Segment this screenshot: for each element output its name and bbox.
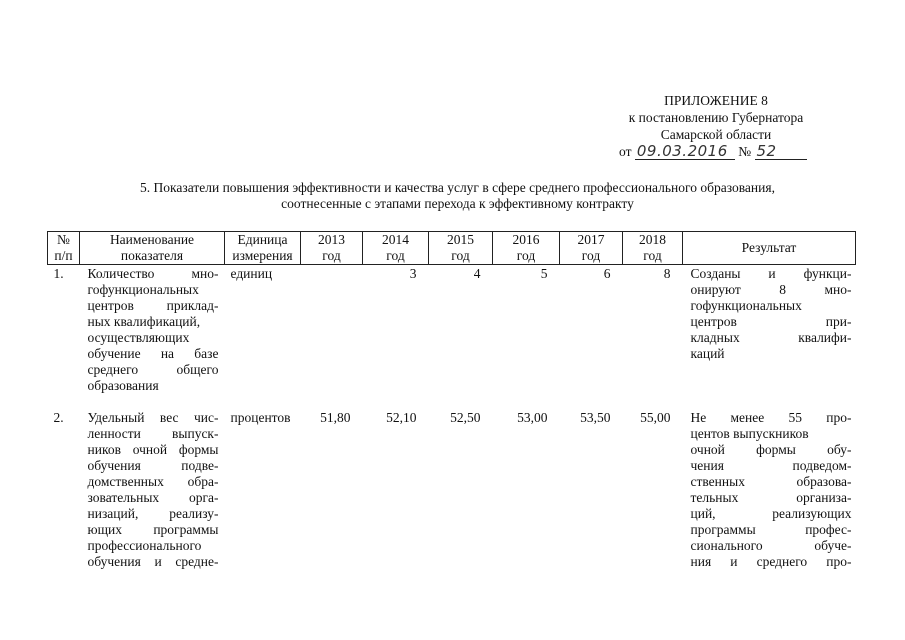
text-line: профессионального bbox=[87, 538, 202, 553]
result-cell bbox=[683, 404, 856, 572]
header-2017 bbox=[560, 232, 623, 265]
header-2015 bbox=[429, 232, 493, 265]
value-2016: 53,00 bbox=[517, 410, 548, 425]
text-line: программы профес- bbox=[690, 522, 852, 537]
header-unit bbox=[225, 232, 301, 265]
text-line: центов выпускников bbox=[690, 426, 809, 441]
section-title-line-1: 5. Показатели повышения эффективности и качества услуг в сфере среднего профессионального образования, bbox=[140, 180, 775, 195]
text-line: обучения и средне- bbox=[87, 554, 219, 569]
text-line: измерения bbox=[232, 248, 293, 263]
table-row bbox=[48, 404, 856, 572]
value-2018: 8 bbox=[663, 266, 671, 281]
text-line: кладных квалифи- bbox=[690, 330, 852, 345]
text-line: очной формы обу- bbox=[690, 442, 852, 457]
text-line: 2016 bbox=[512, 232, 540, 247]
section-title-line-2: соотнесенные с этапами перехода к эффективному контракту bbox=[281, 196, 634, 211]
text-line: Единица bbox=[237, 232, 288, 247]
indicator-name bbox=[80, 265, 225, 405]
number-label: № bbox=[738, 144, 752, 159]
text-line: год bbox=[322, 248, 341, 263]
header-2013 bbox=[301, 232, 363, 265]
text-line: показателя bbox=[120, 248, 184, 263]
text-line: Количество мно- bbox=[87, 266, 219, 281]
text-line: центров при- bbox=[690, 314, 852, 329]
unit-cell: процентов bbox=[230, 410, 291, 425]
unit-cell: единиц bbox=[230, 266, 273, 281]
text-line: низаций, реализу- bbox=[87, 506, 219, 521]
text-line: год bbox=[451, 248, 470, 263]
section-title bbox=[40, 180, 875, 212]
text-line: чения подведом- bbox=[690, 458, 852, 473]
text-line: № bbox=[57, 232, 70, 247]
indicators-table bbox=[47, 231, 856, 572]
text-line: Результат bbox=[741, 240, 797, 255]
row-number: 1. bbox=[53, 266, 64, 281]
value-2013: 51,80 bbox=[320, 410, 351, 425]
text-line: центров приклад- bbox=[87, 298, 219, 313]
value-2018: 55,00 bbox=[640, 410, 671, 425]
header-2014 bbox=[363, 232, 429, 265]
text-line: 2018 bbox=[639, 232, 666, 247]
text-line: ций, реализующих bbox=[690, 506, 852, 521]
value-2015: 52,50 bbox=[450, 410, 481, 425]
value-2016: 5 bbox=[540, 266, 548, 281]
appendix-decree-line: к постановлению Губернатора bbox=[628, 110, 804, 125]
indicator-name bbox=[80, 404, 225, 572]
handwritten-date: 09.03.2016 bbox=[635, 143, 735, 160]
value-2017: 53,50 bbox=[580, 410, 611, 425]
text-line: зовательных орга- bbox=[87, 490, 219, 505]
row-number: 2. bbox=[53, 410, 64, 425]
text-line: 2014 bbox=[382, 232, 409, 247]
header-num bbox=[48, 232, 80, 265]
value-2013 bbox=[301, 265, 363, 405]
text-line: среднего общего bbox=[87, 362, 219, 377]
text-line: обучение на базе bbox=[87, 346, 219, 361]
text-line: осуществляющих bbox=[87, 330, 190, 345]
text-line: 2017 bbox=[577, 232, 605, 247]
text-line: год bbox=[643, 248, 662, 263]
text-line: обучения подве- bbox=[87, 458, 219, 473]
decree-date-number bbox=[619, 143, 807, 160]
header-2018 bbox=[623, 232, 683, 265]
appendix-title: ПРИЛОЖЕНИЕ 8 bbox=[664, 93, 768, 108]
value-2014: 52,10 bbox=[386, 410, 417, 425]
header-indicator-name bbox=[80, 232, 225, 265]
appendix-region-line: Самарской области bbox=[660, 127, 772, 142]
text-line: 2015 bbox=[447, 232, 474, 247]
text-line: образования bbox=[87, 378, 159, 393]
text-line: ленности выпуск- bbox=[87, 426, 219, 441]
text-line: п/п bbox=[54, 248, 73, 263]
text-line: домственных обра- bbox=[87, 474, 219, 489]
text-line: Наименование bbox=[109, 232, 195, 247]
appendix-header bbox=[590, 92, 842, 143]
text-line: каций bbox=[690, 346, 725, 361]
text-line: сионального обуче- bbox=[690, 538, 852, 553]
text-line: 2013 bbox=[318, 232, 345, 247]
text-line: ющих программы bbox=[87, 522, 219, 537]
header-2016 bbox=[493, 232, 560, 265]
text-line: Созданы и функци- bbox=[690, 266, 852, 281]
text-line: ственных образова- bbox=[690, 474, 852, 489]
text-line: гофункциональных bbox=[690, 298, 802, 313]
header-result bbox=[683, 232, 856, 265]
text-line: год bbox=[516, 248, 536, 263]
text-line: тельных организа- bbox=[690, 490, 852, 505]
text-line: ных квалификаций, bbox=[87, 314, 201, 329]
result-cell bbox=[683, 265, 856, 405]
value-2017: 6 bbox=[603, 266, 611, 281]
handwritten-number: 52 bbox=[755, 143, 807, 160]
text-line: год bbox=[386, 248, 405, 263]
text-line: ников очной формы bbox=[87, 442, 219, 457]
table-header bbox=[48, 232, 856, 265]
from-label: от bbox=[619, 144, 632, 159]
text-line: гофункциональных bbox=[87, 282, 199, 297]
text-line: онируют 8 мно- bbox=[690, 282, 852, 297]
text-line: ния и среднего про- bbox=[690, 554, 852, 569]
value-2014: 3 bbox=[409, 266, 417, 281]
text-line: Не менее 55 про- bbox=[690, 410, 852, 425]
text-line: год bbox=[581, 248, 601, 263]
text-line: Удельный вес чис- bbox=[87, 410, 219, 425]
table-row bbox=[48, 265, 856, 405]
value-2015: 4 bbox=[473, 266, 481, 281]
